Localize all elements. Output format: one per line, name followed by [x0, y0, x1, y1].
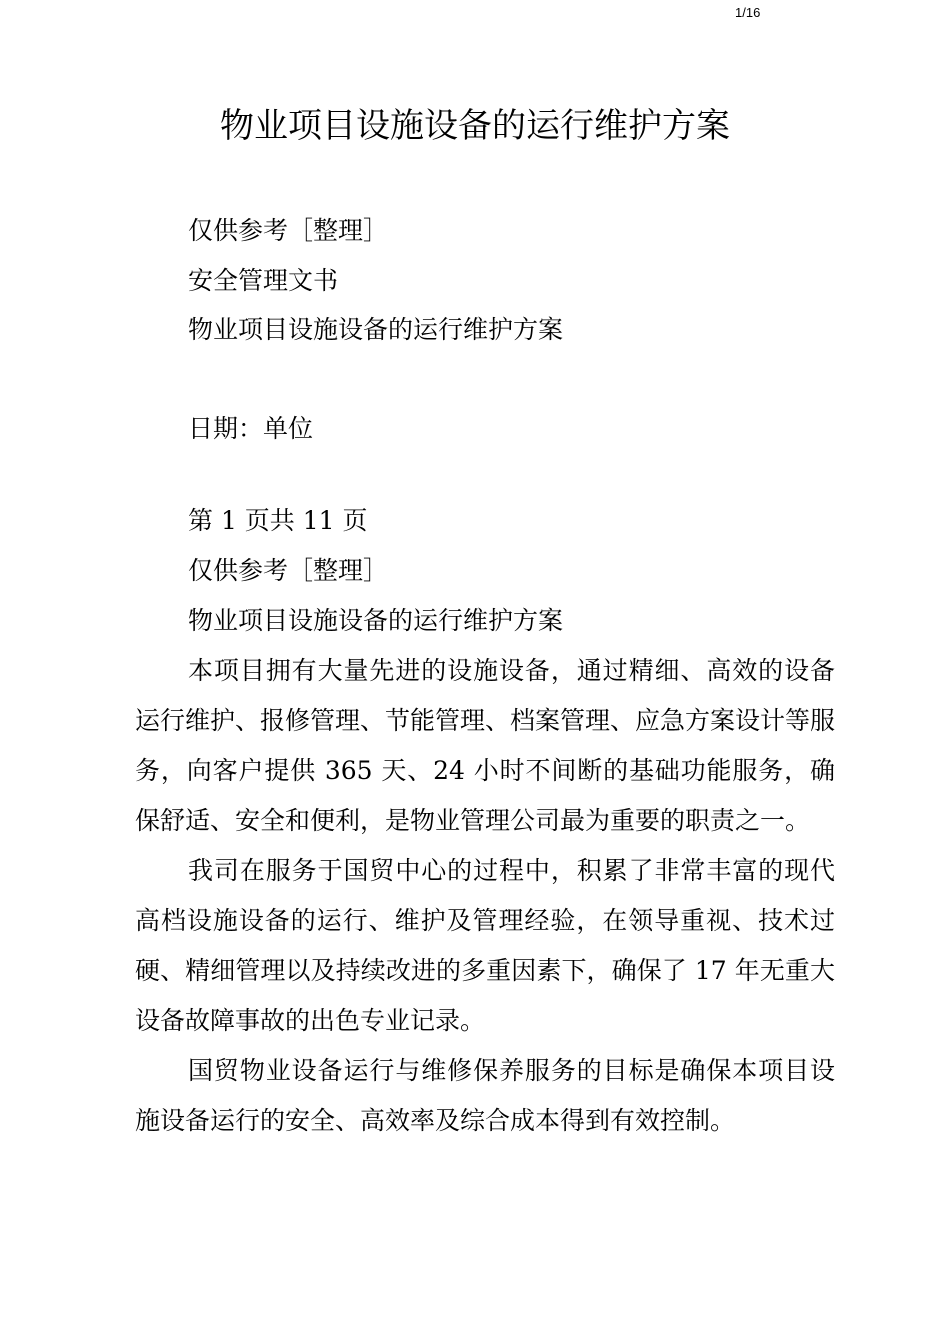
- page-info: 第 1 页共 11 页: [188, 506, 368, 535]
- cover-subtitle: 物业项目设施设备的运行维护方案: [188, 315, 564, 344]
- cover-date-unit: 日期：单位: [188, 414, 314, 443]
- body-subtitle: 物业项目设施设备的运行维护方案: [188, 606, 564, 635]
- cover-reference-label: 仅供参考［整理］: [188, 216, 389, 245]
- paragraph-2: 我司在服务于国贸中心的过程中，积累了非常丰富的现代高档设施设备的运行、维护及管理经验，在领导重视、技术过硬、精细管理以及持续改进的多重因素下，确保了 17 年无重大设备故障事故的出色专业记录。: [135, 856, 835, 1035]
- page-counter: 1/16: [735, 5, 761, 20]
- cover-category: 安全管理文书: [188, 266, 339, 295]
- body-reference-label: 仅供参考［整理］: [188, 556, 389, 585]
- paragraph-1: 本项目拥有大量先进的设施设备，通过精细、高效的设备运行维护、报修管理、节能管理、档案管理、应急方案设计等服务，向客户提供 365 天、24 小时不间断的基础功能服务，确保舒适、安全和便利，是物业管理公司最为重要的职责之一。: [135, 656, 836, 835]
- document-title: 物业项目设施设备的运行维护方案: [220, 106, 730, 146]
- paragraph-3: 国贸物业设备运行与维修保养服务的目标是确保本项目设施设备运行的安全、高效率及综合成本得到有效控制。: [135, 1056, 835, 1135]
